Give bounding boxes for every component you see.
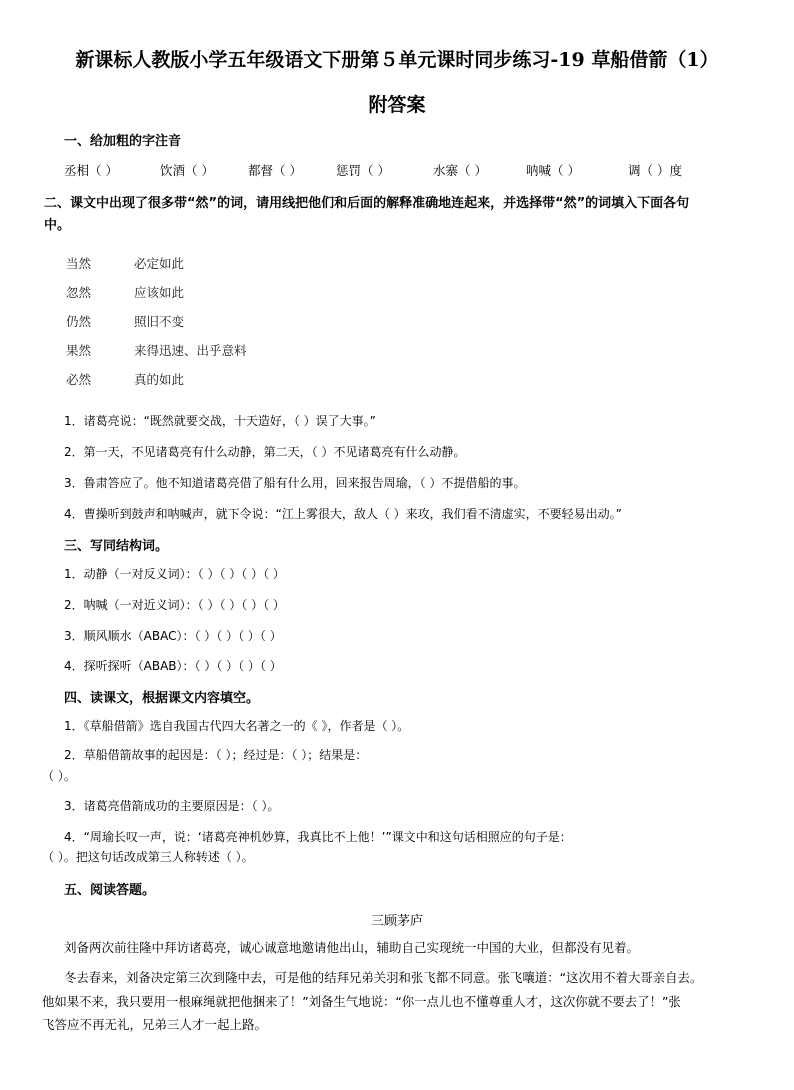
match-meaning: 来得迅速、出乎意料 bbox=[134, 343, 247, 358]
fill-question: 4．“周瑜长叹一声，说：‘诸葛亮神机妙算，我真比不上他！’”课文中和这句话相照应的句子是： bbox=[64, 830, 572, 844]
section-2-heading: 二、课文中出现了很多带“然”的词，请用线把他们和后面的解释准确地连起来，并选择带“然”的词填入下面各句 bbox=[44, 196, 690, 211]
pinyin-item: 丞相（ ） bbox=[64, 163, 118, 178]
passage-paragraph-cont: 飞答应不再无礼，兄弟三人才一起上路。 bbox=[42, 1017, 268, 1032]
match-word: 果然 bbox=[66, 343, 92, 358]
pinyin-item: 都督（ ） bbox=[248, 163, 302, 178]
match-meaning: 真的如此 bbox=[134, 372, 185, 387]
match-word: 当然 bbox=[66, 256, 92, 271]
passage-title: 三顾茅庐 bbox=[370, 914, 423, 929]
fill-sentence: 1．诸葛亮说：“既然就要交战，十天造好，（ ）误了大事。” bbox=[64, 414, 376, 428]
word-structure-item: 1．动静（一对反义词）：（ ）（ ）（ ）（ ） bbox=[64, 567, 285, 581]
pinyin-item: 调（ ）度 bbox=[628, 163, 682, 178]
match-meaning: 必定如此 bbox=[134, 256, 185, 271]
passage-paragraph: 刘备两次前往隆中拜访诸葛亮，诚心诚意地邀请他出山，辅助自己实现统一中国的大业，但都没有见着。 bbox=[64, 940, 640, 955]
fill-sentence: 2．第一天，不见诸葛亮有什么动静，第二天，（ ）不见诸葛亮有什么动静。 bbox=[64, 445, 466, 459]
word-structure-item: 3．顺风顺水（ABAC）：（ ）（ ）（ ）（ ） bbox=[64, 629, 282, 643]
fill-question: 3．诸葛亮借箭成功的主要原因是：（ ）。 bbox=[64, 799, 280, 813]
passage-paragraph: 冬去春来，刘备决定第三次到隆中去，可是他的结拜兄弟关羽和张飞都不同意。张飞嚷道：“这次用不着大哥亲自去。 bbox=[64, 970, 703, 985]
match-word: 仍然 bbox=[66, 314, 92, 329]
word-structure-item: 4．探听探听（ABAB）：（ ）（ ）（ ）（ ） bbox=[64, 659, 282, 673]
match-meaning: 照旧不变 bbox=[134, 314, 185, 329]
pinyin-item: 饮酒（ ） bbox=[160, 163, 214, 178]
document-title-line1: 新课标人教版小学五年级语文下册第５单元课时同步练习-19 草船借箭（1） bbox=[75, 49, 719, 71]
pinyin-item: 呐喊（ ） bbox=[526, 163, 580, 178]
match-meaning: 应该如此 bbox=[134, 285, 185, 300]
fill-question: 2．草船借箭故事的起因是：（ ）；经过是：（ ）；结果是： bbox=[64, 748, 368, 762]
pinyin-item: 惩罚（ ） bbox=[336, 163, 390, 178]
word-structure-item: 2．呐喊（一对近义词）：（ ）（ ）（ ）（ ） bbox=[64, 598, 285, 612]
fill-question: 1．《草船借箭》选自我国古代四大名著之一的《 》，作者是（ ）。 bbox=[64, 719, 410, 733]
section-4-heading: 四、读课文，根据课文内容填空。 bbox=[64, 691, 260, 706]
section-3-heading: 三、写同结构词。 bbox=[64, 539, 169, 554]
match-word: 必然 bbox=[66, 372, 92, 387]
fill-question-cont: （ ）。把这句话改成第三人称转述（ ）。 bbox=[42, 850, 254, 864]
pinyin-item: 水寨（ ） bbox=[433, 163, 487, 178]
passage-paragraph-cont: 他如果不来，我只要用一根麻绳就把他捆来了！”刘备生气地说：“你一点儿也不懂尊重人才，这次你就不要去了！”张 bbox=[42, 994, 681, 1009]
section-2-heading-cont: 中。 bbox=[44, 218, 71, 233]
match-word: 忽然 bbox=[66, 285, 92, 300]
section-5-heading: 五、阅读答题。 bbox=[64, 883, 156, 898]
document-title-line2: 附答案 bbox=[368, 94, 426, 116]
section-1-heading: 一、给加粗的字注音 bbox=[64, 134, 182, 149]
fill-question-cont: （ ）。 bbox=[42, 769, 76, 783]
fill-sentence: 3．鲁肃答应了。他不知道诸葛亮借了船有什么用，回来报告周瑜，（ ）不提借船的事。 bbox=[64, 476, 526, 490]
fill-sentence: 4．曹操听到鼓声和呐喊声，就下令说：“江上雾很大，敌人（ ）来攻，我们看不清虚实，不要轻易出动。” bbox=[64, 507, 622, 521]
